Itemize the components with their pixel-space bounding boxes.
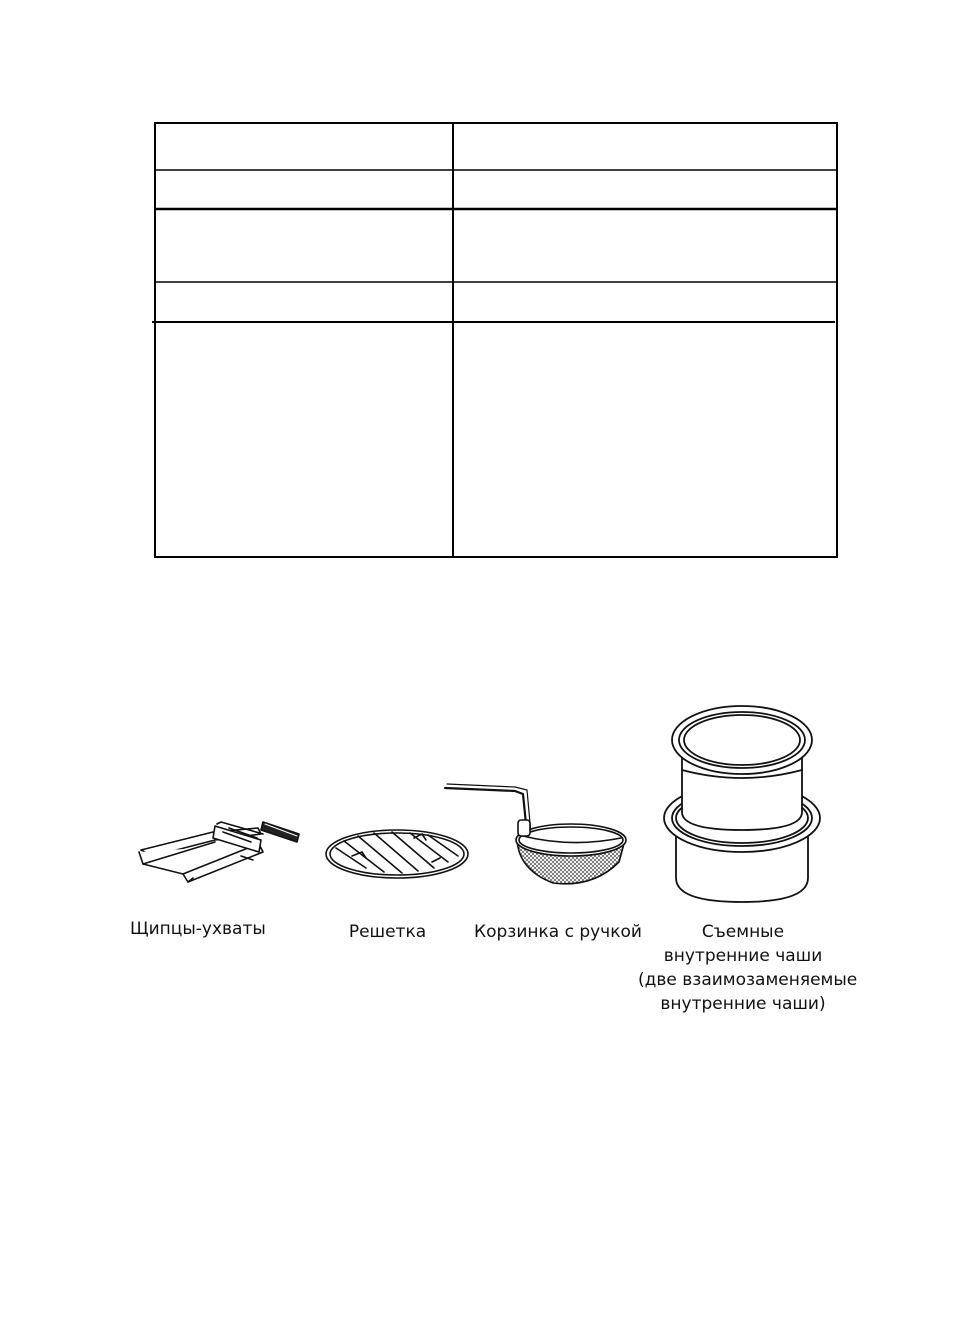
basket-caption: Корзинка с ручкой bbox=[474, 922, 642, 942]
inner-bowls-icon bbox=[660, 700, 825, 910]
rack-caption: Решетка bbox=[348, 922, 427, 942]
bowls-caption: Съемные внутренние чаши (две взаимозаменяемые внутренние чаши) bbox=[638, 922, 858, 1014]
frying-basket-icon bbox=[443, 780, 633, 890]
spec-table bbox=[0, 0, 954, 600]
tongs-caption: Щипцы-ухваты bbox=[130, 919, 266, 939]
tongs-icon bbox=[133, 812, 308, 887]
